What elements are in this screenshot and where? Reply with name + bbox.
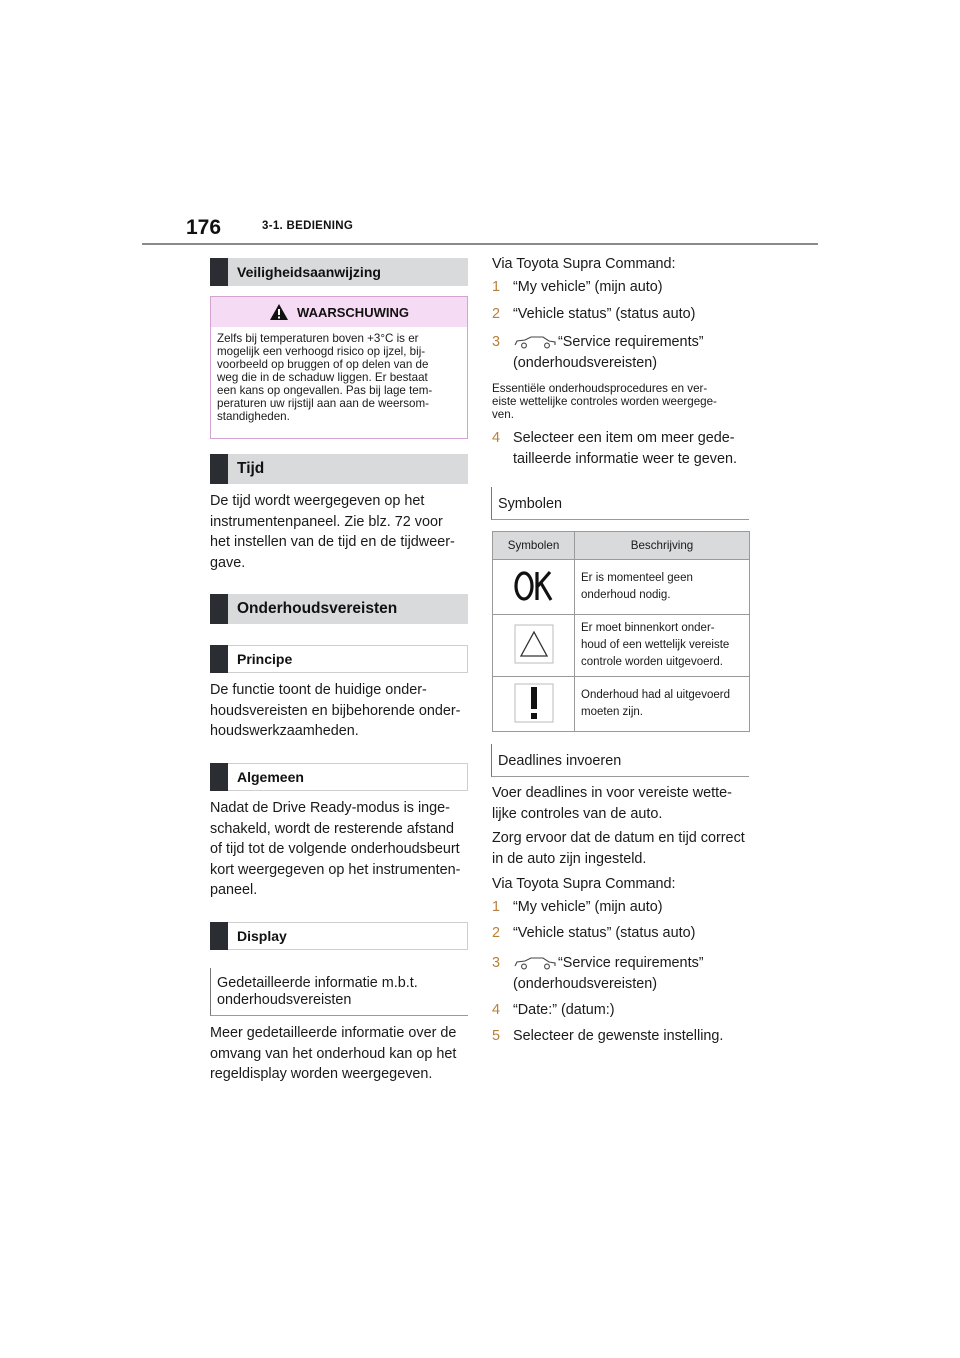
deadlines-subheading: Deadlines invoeren (491, 744, 749, 777)
heading-display (210, 922, 468, 950)
symbol-cell (493, 560, 575, 615)
chapter-title: 3-1. BEDIENING (262, 220, 354, 232)
exclamation-icon (514, 683, 554, 723)
warning-line: standigheden. (217, 410, 290, 423)
step-3 (492, 332, 754, 373)
header-divider (142, 243, 818, 245)
warning-line: voorbeeld op bruggen of op delen van de (217, 358, 429, 371)
ok-icon (513, 568, 555, 604)
heading-bar (210, 258, 228, 286)
warning-line: een kans op ongevallen. Pas bij lage tem- (217, 384, 433, 397)
warning-triangle-icon (269, 303, 289, 321)
text-line: gave. (210, 554, 246, 571)
heading-tijd (210, 454, 468, 484)
step-text: Selecteer de gewenste instelling. (513, 1028, 724, 1044)
step-3 (492, 953, 754, 994)
table-row (493, 560, 750, 615)
algemeen-paragraph (210, 798, 472, 901)
text-line: het instellen van de tijd en de tijdweer- (210, 534, 455, 550)
text-line: Onderhoud had al uitgevoerd (581, 689, 730, 701)
page-number: 176 (186, 216, 222, 239)
step-text-block (513, 428, 737, 469)
warning-text (211, 327, 467, 423)
symbol-cell (493, 677, 575, 732)
step-text: “Date:” (datum:) (513, 1002, 615, 1018)
symbols-table (492, 531, 750, 732)
step-text-line (513, 332, 704, 353)
car-icon (513, 956, 557, 970)
heading-principe (210, 645, 468, 673)
step-text-line-2: tailleerde informatie weer te geven. (513, 450, 737, 467)
warning-line: weg die in de schaduw liggen. Er bestaat (217, 371, 428, 384)
warning-line: peraturen uw rijstijl aan aan de weersom- (217, 397, 430, 410)
step-text-line-2: (onderhoudsvereisten) (513, 975, 657, 992)
text-line: Essentiële onderhoudsprocedures en ver- (492, 382, 708, 395)
text-line: of tijd tot de volgende onderhoudsbeurt (210, 841, 460, 857)
datetime-paragraph (492, 828, 754, 869)
step-text-line: Selecteer een item om meer gede- (513, 430, 735, 446)
heading-onderhoudsvereisten (210, 594, 468, 624)
text-line: onderhoudsvereisten (217, 992, 352, 1008)
tijd-paragraph (210, 491, 472, 573)
heading-bar (210, 763, 228, 791)
heading-bar (210, 594, 228, 624)
text-line: instrumentenpaneel. Zie blz. 72 voor (210, 513, 443, 530)
note-text (492, 382, 754, 421)
symbolen-subheading: Symbolen (491, 487, 749, 520)
step-1 (492, 277, 754, 298)
table-header-symbolen: Symbolen (493, 532, 575, 560)
step-text: “My vehicle” (mijn auto) (513, 279, 663, 295)
heading-bar (210, 922, 228, 950)
text-line: kort weergegeven op het instrumenten- (210, 861, 461, 878)
step-number: 5 (492, 1028, 501, 1044)
text-line: Er is momenteel geen (581, 572, 693, 584)
description-cell (575, 560, 750, 615)
warning-header (211, 297, 467, 327)
text-line: De tijd wordt weergegeven op het (210, 493, 425, 509)
symbol-cell (493, 615, 575, 677)
step-4 (492, 1000, 754, 1021)
step-text-line-2: (onderhoudsvereisten) (513, 354, 657, 371)
heading-safety (210, 258, 468, 286)
step-text: “Vehicle status” (status auto) (513, 306, 696, 322)
deadlines-paragraph (492, 783, 754, 824)
detail-subheading (210, 968, 468, 1016)
text-line: Er moet binnenkort onder- (581, 622, 715, 634)
step-text-line (513, 953, 704, 974)
text-line: schakeld, wordt de resterende afstand (210, 820, 454, 837)
step-number: 1 (492, 279, 501, 295)
text-line: paneel. (210, 882, 258, 898)
via-text-2: Via Toyota Supra Command: (492, 876, 676, 892)
heading-text: Onderhoudsvereisten (237, 600, 398, 617)
heading-text: Veiligheidsaanwijzing (237, 264, 381, 280)
heading-text: Tijd (237, 460, 265, 477)
heading-text: Display (237, 928, 287, 944)
heading-text: Principe (237, 651, 293, 667)
text-line: moeten zijn. (581, 706, 644, 718)
heading-bar (210, 645, 228, 673)
step-number: 3 (492, 334, 501, 350)
step-number: 4 (492, 1002, 501, 1018)
step-text: “My vehicle” (mijn auto) (513, 899, 663, 915)
text-line: lijke controles van de auto. (492, 805, 663, 822)
step-number: 2 (492, 306, 501, 322)
warning-line: mogelijk een verhoogd risico op ijzel, bij- (217, 345, 426, 358)
heading-algemeen (210, 763, 468, 791)
warning-triangle-icon (514, 624, 554, 664)
step-2 (492, 304, 754, 325)
text-line: houd of een wettelijk vereiste (581, 639, 730, 651)
step-number: 2 (492, 925, 501, 941)
text-line: Meer gedetailleerde informatie over de (210, 1025, 457, 1041)
warning-box (210, 296, 468, 439)
heading-bar (210, 454, 228, 484)
text-line: omvang van het onderhoud kan op het (210, 1045, 457, 1062)
table-header-beschrijving: Beschrijving (575, 532, 750, 560)
warning-line: Zelfs bij temperaturen boven +3°C is er (217, 332, 419, 345)
text-line: Zorg ervoor dat de datum en tijd correct (492, 830, 745, 846)
text-line: Nadat de Drive Ready-modus is inge- (210, 800, 450, 816)
text-line: De functie toont de huidige onder- (210, 682, 427, 698)
table-row (493, 615, 750, 677)
step-text: “Service requirements” (558, 955, 704, 971)
warning-title: WAARSCHUWING (297, 304, 409, 320)
text-line: houdsvereisten en bijbehorende onder- (210, 702, 461, 719)
step-number: 4 (492, 430, 501, 446)
text-line: Gedetailleerde informatie m.b.t. (217, 975, 418, 991)
step-text-block (513, 332, 704, 373)
detail-paragraph (210, 1023, 472, 1085)
step-4 (492, 428, 754, 469)
text-line: eiste wettelijke controles worden weergege- (492, 395, 717, 408)
description-cell (575, 615, 750, 677)
principe-paragraph (210, 680, 472, 742)
step-2 (492, 923, 754, 944)
text-line: controle worden uitgevoerd. (581, 656, 723, 668)
car-icon (513, 335, 557, 349)
step-5 (492, 1026, 754, 1047)
step-text: “Vehicle status” (status auto) (513, 925, 696, 941)
table-header-row (493, 532, 750, 560)
step-text-block (513, 953, 704, 994)
text-line: onderhoud nodig. (581, 589, 671, 601)
text-line: ven. (492, 408, 514, 421)
description-cell (575, 677, 750, 732)
text-line: regeldisplay worden weergegeven. (210, 1066, 433, 1082)
step-text: “Service requirements” (558, 334, 704, 350)
via-text-1: Via Toyota Supra Command: (492, 256, 676, 272)
step-1 (492, 897, 754, 918)
step-number: 3 (492, 955, 501, 971)
table-row (493, 677, 750, 732)
text-line: houdswerkzaamheden. (210, 723, 359, 739)
text-line: Voer deadlines in voor vereiste wette- (492, 785, 732, 801)
text-line: in de auto zijn ingesteld. (492, 850, 647, 867)
step-number: 1 (492, 899, 501, 915)
heading-text: Algemeen (237, 769, 304, 785)
